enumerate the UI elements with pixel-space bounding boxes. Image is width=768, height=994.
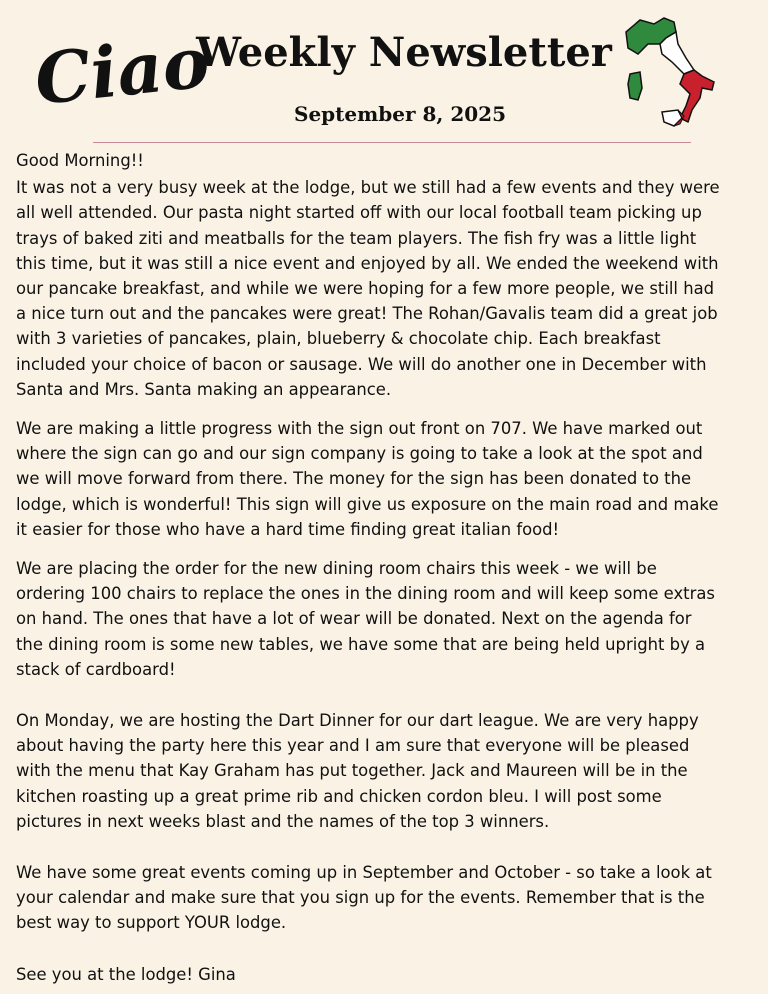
ciao-logo-text: Ciao [30, 20, 214, 121]
newsletter-date: September 8, 2025 [294, 102, 506, 126]
paragraph-chairs: We are placing the order for the new dining room chairs this week - we will be ordering 100 chairs to replace the ones in the dining room and will keep some extras on hand. The ones that have a lot of wear will be donated. Next on the agenda for the dining room is some new tables, we have some that are being held upright by a stack of cardboard! [16, 559, 715, 679]
paragraph-events: It was not a very busy week at the lodge, but we still had a few events and they were all well attended. Our pasta night started off with our local football team picking up trays of baked ziti and meatballs for the team players. The fish fry was a little light this time, but it was still a nice event and enjoyed by all. We ended the weekend with our pancake breakfast, and while we were hoping for a few more people, we still had a nice turn out and the pancakes were great! The Rohan/Gavalis team did a great job with 3 varieties of pancakes, plain, blueberry & chocolate chip. Each breakfast included your choice of bacon or sausage. We will do another one in December with Santa and Mrs. Santa making an appearance. [16, 178, 720, 399]
paragraph-sign: We are making a little progress with the sign out front on 707. We have marked out where the sign can go and our sign company is going to take a look at the spot and we will move forward from there. The money for the sign has been donated to the lodge, which is wonderful! This sign will give us exposure on the main road and make it easier for those who have a hard time finding great italian food! [16, 419, 719, 539]
newsletter-title: Weekly Newsletter [196, 29, 612, 76]
paragraph-upcoming-events: We have some great events coming up in September and October - so take a look at your calendar and make sure that you sign up for the events. Remember that is the best way to support YOUR lodge. [16, 863, 712, 933]
greeting: Good Morning!! [16, 151, 144, 170]
ciao-logo-art [30, 20, 214, 122]
newsletter-body [16, 148, 756, 987]
header-divider [93, 142, 691, 143]
ciao-logo [30, 20, 214, 122]
sign-off: See you at the lodge! Gina [16, 964, 236, 984]
italy-flag-map-icon [618, 14, 722, 132]
paragraph-dart-dinner: On Monday, we are hosting the Dart Dinner for our dart league. We are very happy about having the party here this year and I am sure that everyone will be pleased with the menu that Kay Graham has put together. Jack and Maureen will be in the kitchen roasting up a great prime rib and chicken cordon bleu. I will post some pictures in next weeks blast and the names of the top 3 winners. [16, 711, 699, 831]
